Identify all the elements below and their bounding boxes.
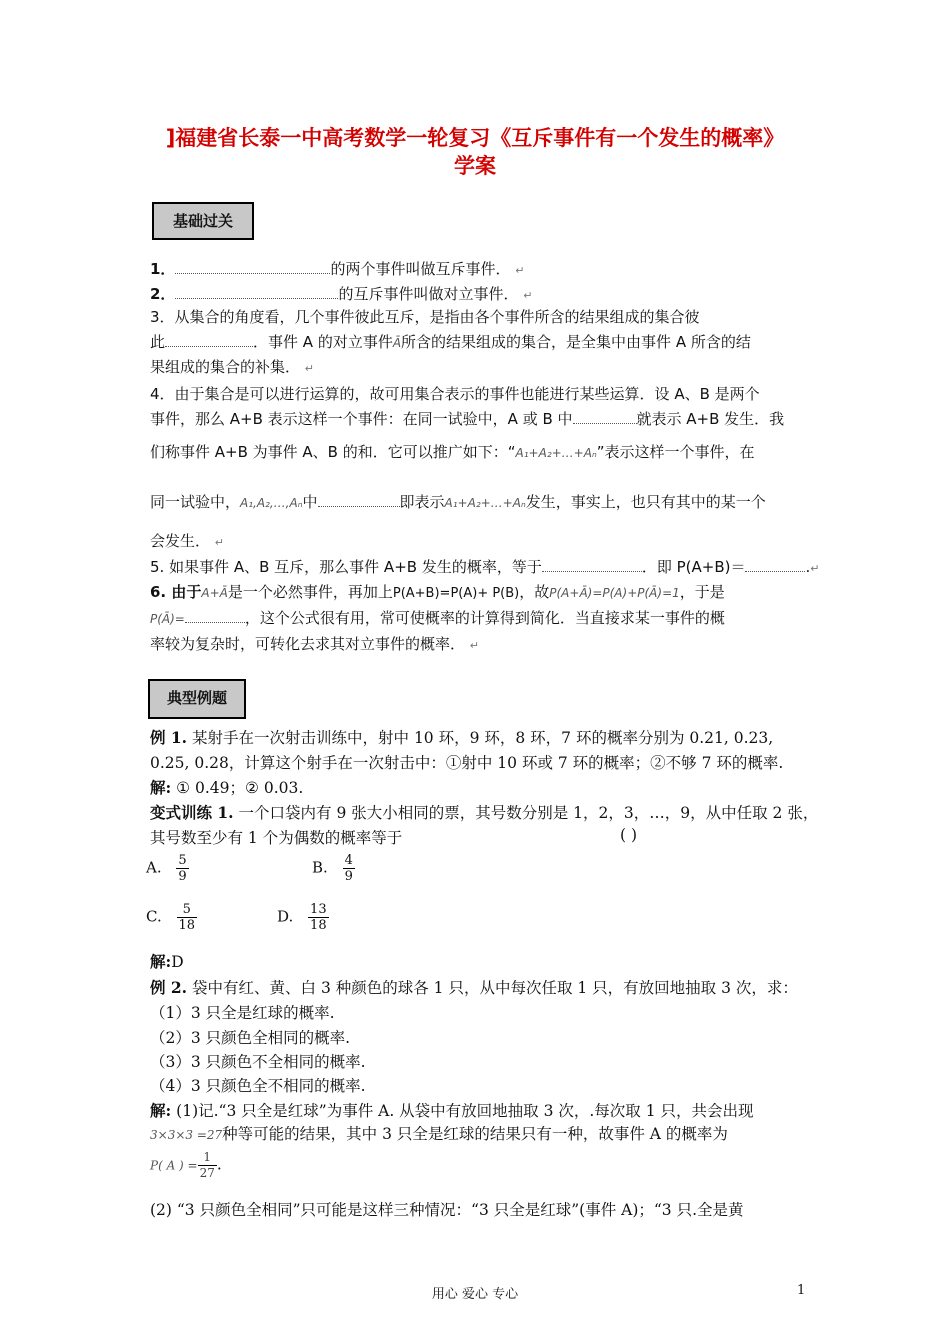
basics-item-6c: 率较为复杂时，可转化去求其对立事件的概率． ↵ bbox=[150, 635, 480, 653]
page-number: 1 bbox=[797, 1283, 806, 1298]
text: 率较为复杂时，可转化去求其对立事件的概率． bbox=[150, 635, 466, 653]
fraction bbox=[177, 902, 198, 933]
math-formula: P(Ā)= bbox=[150, 612, 185, 626]
example-2-question-2: （2）3 只颜色全相同的概率. bbox=[150, 1029, 351, 1047]
denominator: 18 bbox=[310, 918, 327, 933]
fill-blank[interactable] bbox=[573, 409, 637, 424]
denominator: 9 bbox=[344, 869, 353, 884]
fill-blank[interactable] bbox=[175, 259, 330, 274]
example-2-question-1: （1）3 只全是红球的概率. bbox=[150, 1004, 335, 1022]
page-footer: 用心 爱心 专心 bbox=[431, 1287, 519, 1302]
denominator: 18 bbox=[178, 918, 196, 933]
basics-item-2: 2． 的互斥事件叫做对立事件． ↵ bbox=[150, 285, 533, 303]
math-symbol: A₁,A₂,…,Aₙ bbox=[240, 496, 303, 510]
example-1-line-a bbox=[150, 726, 773, 748]
text: 此 bbox=[150, 333, 166, 351]
text: 果组成的集合的补集． bbox=[150, 358, 301, 376]
example-2-solution-b bbox=[150, 1122, 728, 1144]
option-letter: B. bbox=[312, 858, 328, 877]
basics-item-3b bbox=[150, 331, 751, 352]
numerator: 1 bbox=[198, 1150, 217, 1166]
example-2-question-4: （4）3 只颜色全不相同的概率. bbox=[150, 1077, 366, 1095]
numerator: 5 bbox=[178, 853, 187, 868]
text: 事件，那么 A+B 表示这样一个事件：在同一试验中，A 或 B 中 bbox=[150, 410, 573, 428]
option-d[interactable] bbox=[277, 902, 329, 933]
text: ① 0.49；② 0.03. bbox=[176, 779, 304, 797]
math-symbol: Ā bbox=[392, 336, 402, 350]
basics-item-6b bbox=[150, 607, 725, 628]
basics-item-4c bbox=[150, 441, 755, 462]
math-formula: P(A+Ā)=P(A)+P(Ā)=1 bbox=[549, 586, 680, 600]
text: 5. 如果事件 A、B 互斥，那么事件 A+B 发生的概率，等于 bbox=[150, 558, 542, 576]
fill-blank[interactable] bbox=[542, 557, 642, 572]
example-1-solution bbox=[150, 776, 303, 798]
text: ”表示这样一个事件，在 bbox=[596, 443, 755, 461]
text: D bbox=[171, 953, 184, 971]
text: 一个口袋内有 9 张大小相同的票，其号数分别是 1，2，3，…，9，从中任取 2 张， bbox=[238, 804, 819, 822]
text: ，这个公式很有用，常可使概率的计算得到简化．当直接求某一事件的概 bbox=[244, 609, 725, 627]
fraction bbox=[343, 853, 355, 884]
text: 其号数至少有 1 个为偶数的概率等于 bbox=[150, 829, 403, 847]
item-number: 2． bbox=[150, 285, 176, 303]
basics-item-5: 5. 如果事件 A、B 互斥，那么事件 A+B 发生的概率，等于 ．即 P(A+B)＝ .↵ bbox=[150, 558, 820, 576]
basics-item-3c: 果组成的集合的补集． ↵ bbox=[150, 358, 315, 376]
option-c[interactable] bbox=[146, 902, 197, 933]
basics-item-1: 1． 的两个事件叫做互斥事件． ↵ bbox=[150, 260, 525, 278]
text: 种等可能的结果，其中 3 只全是红球的结果只有一种，故事件 A 的概率为 bbox=[222, 1125, 728, 1143]
text: ，于是 bbox=[679, 583, 725, 601]
option-letter: A. bbox=[146, 858, 162, 877]
example-2-question-3: （3）3 只颜色不全相同的概率. bbox=[150, 1053, 366, 1071]
text: 6. 由于 bbox=[150, 583, 202, 601]
basics-item-4b bbox=[150, 408, 784, 429]
document-title-line1: ]福建省长泰一中高考数学一轮复习《互斥事件有一个发生的概率》 bbox=[165, 126, 785, 150]
math-symbol: A₁+A₂+…+Aₙ bbox=[515, 446, 597, 460]
section-examples-label: 典型例题 bbox=[148, 679, 246, 719]
variant-1-solution bbox=[150, 950, 184, 972]
variant-1-line-a bbox=[150, 801, 818, 823]
text: 们称事件 A+B 为事件 A、B 的和．它可以推广如下：“ bbox=[150, 443, 516, 461]
text: 发生，事实上，也只有其中的某一个 bbox=[525, 493, 766, 511]
example-label: 例 1. bbox=[150, 728, 188, 747]
fill-blank[interactable] bbox=[175, 284, 338, 299]
section-basics-label: 基础过关 bbox=[152, 202, 254, 240]
example-2-solution-d: (2) “3 只颜色全相同”只可能是这样三种情况：“3 只全是红球”(事件 A)；“3 只.全是黄 bbox=[150, 1201, 744, 1219]
basics-item-3a: 3．从集合的角度看，几个事件彼此互斥，是指由各个事件所含的结果组成的集合彼 bbox=[150, 308, 700, 326]
fill-blank[interactable] bbox=[745, 557, 805, 572]
math-symbol: A+Ā bbox=[201, 586, 228, 600]
example-1-line-b: 0.25, 0.28，计算这个射手在一次射击中：①射中 10 环或 7 环的概率；②不够 7 环的概率. bbox=[150, 754, 784, 772]
basics-item-4a: 4．由于集合是可以进行运算的，故可用集合表示的事件也能进行某些运算．设 A、B 是两个 bbox=[150, 385, 760, 403]
text: . bbox=[216, 1155, 222, 1174]
math-formula: 3×3×3 =27 bbox=[150, 1128, 223, 1142]
example-2-line bbox=[150, 976, 798, 998]
variant-1-line-b bbox=[150, 826, 402, 848]
item-text: 的互斥事件叫做对立事件． bbox=[338, 285, 519, 303]
text: 同一试验中， bbox=[150, 493, 241, 511]
text: 某射手在一次射击训练中，射中 10 环，9 环，8 环，7 环的概率分别为 0.21, 0.23, bbox=[192, 729, 774, 747]
text: ．事件 A 的对立事件 bbox=[253, 333, 393, 351]
option-b[interactable] bbox=[312, 853, 355, 884]
option-a[interactable] bbox=[146, 853, 189, 884]
fill-blank[interactable] bbox=[185, 608, 245, 623]
math-formula: P( A ) = bbox=[150, 1158, 198, 1173]
item-text: 的两个事件叫做互斥事件． bbox=[330, 260, 511, 278]
solution-label: 解: bbox=[150, 1101, 172, 1120]
text: ．即 P(A+B)＝ bbox=[641, 558, 746, 576]
text: 所含的结果组成的集合，是全集中由事件 A 所含的结 bbox=[401, 333, 751, 351]
example-2-solution-c bbox=[150, 1150, 222, 1181]
numerator: 13 bbox=[310, 902, 327, 917]
text: 袋中有红、黄、白 3 种颜色的球各 1 只，从中每次任取 1 只，有放回地抽取 3 次，求： bbox=[192, 979, 798, 997]
formula: P(A+B)=P(A)+ P(B) bbox=[392, 586, 520, 601]
solution-label: 解: bbox=[150, 778, 172, 797]
text: (1)记.“3 只全是红球”为事件 A. 从袋中有放回地抽取 3 次，.每次取 1 只，共会出现 bbox=[176, 1102, 754, 1120]
solution-label: 解: bbox=[150, 952, 172, 971]
denominator: 27 bbox=[199, 1166, 215, 1180]
option-letter: D. bbox=[277, 907, 294, 926]
denominator: 9 bbox=[178, 869, 187, 884]
text: 是一个必然事件，再加上 bbox=[227, 583, 393, 601]
text: 就表示 A+B 发生．我 bbox=[636, 410, 785, 428]
text: 会发生． bbox=[150, 532, 211, 550]
variant-label: 变式训练 1. bbox=[150, 803, 234, 822]
item-number: 1． bbox=[150, 260, 176, 278]
fraction bbox=[176, 853, 188, 884]
fill-blank[interactable] bbox=[318, 492, 400, 507]
basics-item-4d bbox=[150, 491, 766, 512]
text: ，故 bbox=[519, 583, 550, 601]
example-label: 例 2. bbox=[150, 978, 188, 997]
example-2-solution-a bbox=[150, 1099, 754, 1121]
text: 中 bbox=[302, 493, 318, 511]
numerator: 4 bbox=[344, 853, 353, 868]
basics-item-6a bbox=[150, 581, 725, 602]
answer-paren: ( ) bbox=[620, 826, 638, 844]
option-letter: C. bbox=[146, 907, 162, 926]
math-symbol: A₁+A₂+…+Aₙ bbox=[444, 496, 526, 510]
basics-item-4e: 会发生． ↵ bbox=[150, 532, 225, 550]
fraction bbox=[198, 1150, 217, 1181]
document-title-line2: 学案 bbox=[454, 154, 496, 178]
fill-blank[interactable] bbox=[165, 332, 253, 347]
fraction bbox=[308, 902, 329, 933]
text: 即表示 bbox=[399, 493, 445, 511]
numerator: 5 bbox=[177, 902, 198, 918]
